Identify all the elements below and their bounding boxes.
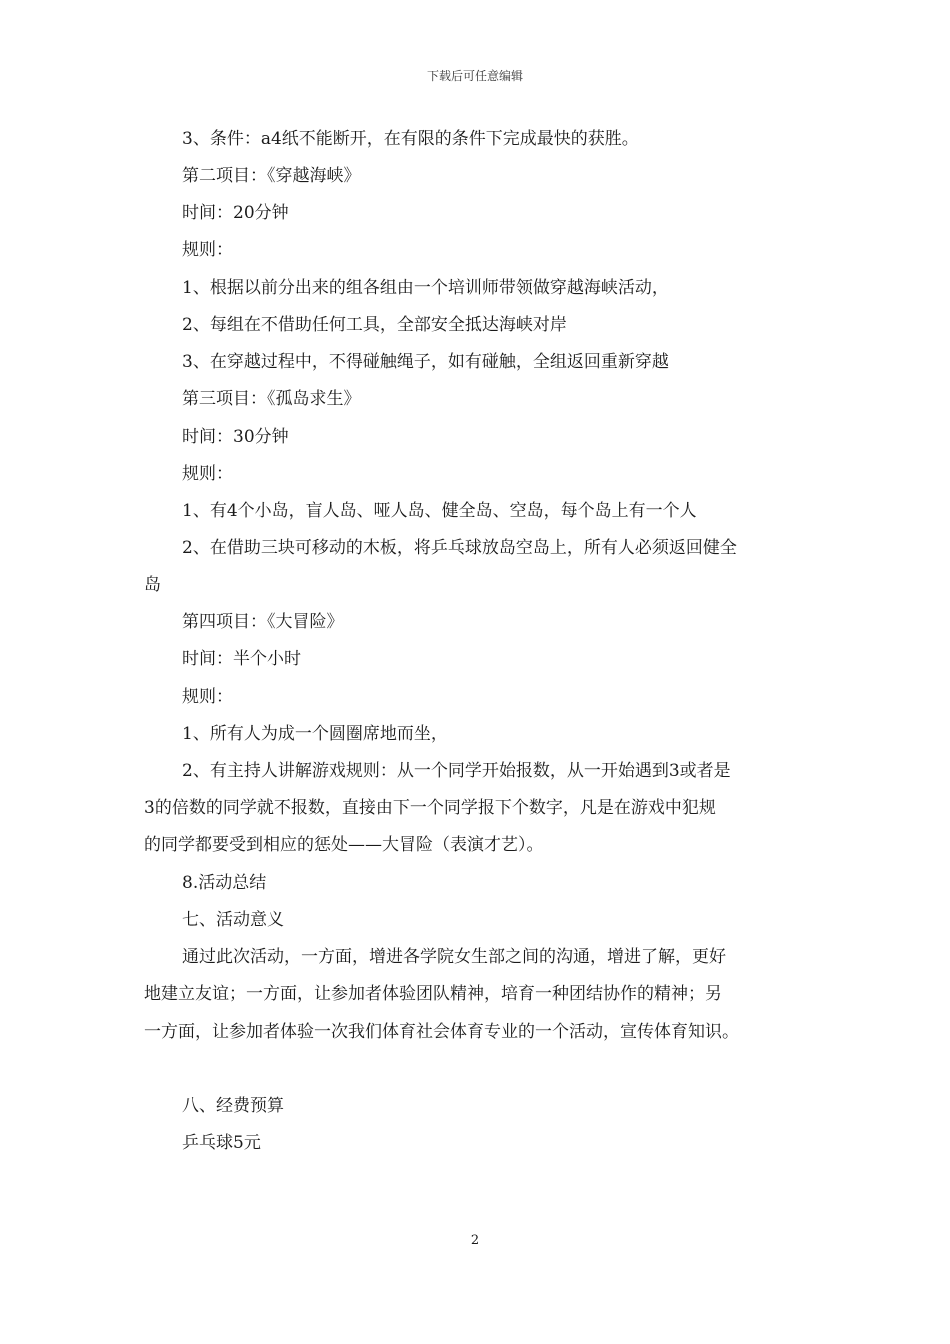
text-line: 岛: [144, 575, 161, 595]
text-line: 规则：: [182, 240, 233, 260]
page-header: 下载后可任意编辑: [426, 69, 523, 83]
text-line: 乒乓球5元: [182, 1133, 261, 1153]
text-line: 2、有主持人讲解游戏规则：从一个同学开始报数，从一开始遇到3或者是: [182, 761, 731, 781]
text-line: 2、每组在不借助任何工具，全部安全抵达海峡对岸: [182, 315, 567, 335]
text-line: 1、根据以前分出来的组各组由一个培训师带领做穿越海峡活动，: [182, 278, 669, 298]
text-line: 8.活动总结: [182, 873, 267, 893]
text-line: 3、条件：a4纸不能断开，在有限的条件下完成最快的获胜。: [182, 129, 639, 149]
text-line: 第四项目：《大冒险》: [182, 612, 344, 632]
text-line: 规则：: [182, 464, 233, 484]
text-line: 第二项目：《穿越海峡》: [182, 166, 361, 186]
text-line: 2、在借助三块可移动的木板，将乒乓球放岛空岛上，所有人必须返回健全: [182, 538, 737, 558]
text-line: 时间：半个小时: [182, 649, 301, 669]
text-line: 的同学都要受到相应的惩处——大冒险（表演才艺）。: [144, 835, 544, 855]
text-line: 一方面，让参加者体验一次我们体育社会体育专业的一个活动，宣传体育知识。: [144, 1022, 739, 1042]
page-number: 2: [470, 1233, 480, 1248]
text-line: 第三项目：《孤岛求生》: [182, 389, 361, 409]
text-line: 七、活动意义: [182, 910, 284, 930]
text-line: 3、在穿越过程中，不得碰触绳子，如有碰触，全组返回重新穿越: [182, 352, 669, 372]
text-line: 时间：20分钟: [182, 203, 289, 223]
text-line: 1、有4个小岛，盲人岛、哑人岛、健全岛、空岛，每个岛上有一个人: [182, 501, 697, 521]
text-line: 通过此次活动，一方面，增进各学院女生部之间的沟通，增进了解，更好: [182, 947, 726, 967]
text-line: 地建立友谊；一方面，让参加者体验团队精神，培育一种团结协作的精神；另: [144, 984, 722, 1004]
text-line: 1、所有人为成一个圆圈席地而坐，: [182, 724, 448, 744]
text-line: 3的倍数的同学就不报数，直接由下一个同学报下个数字，凡是在游戏中犯规: [144, 798, 716, 818]
text-line: 时间：30分钟: [182, 427, 289, 447]
text-line: 规则：: [182, 687, 233, 707]
text-line: 八、经费预算: [182, 1096, 284, 1116]
